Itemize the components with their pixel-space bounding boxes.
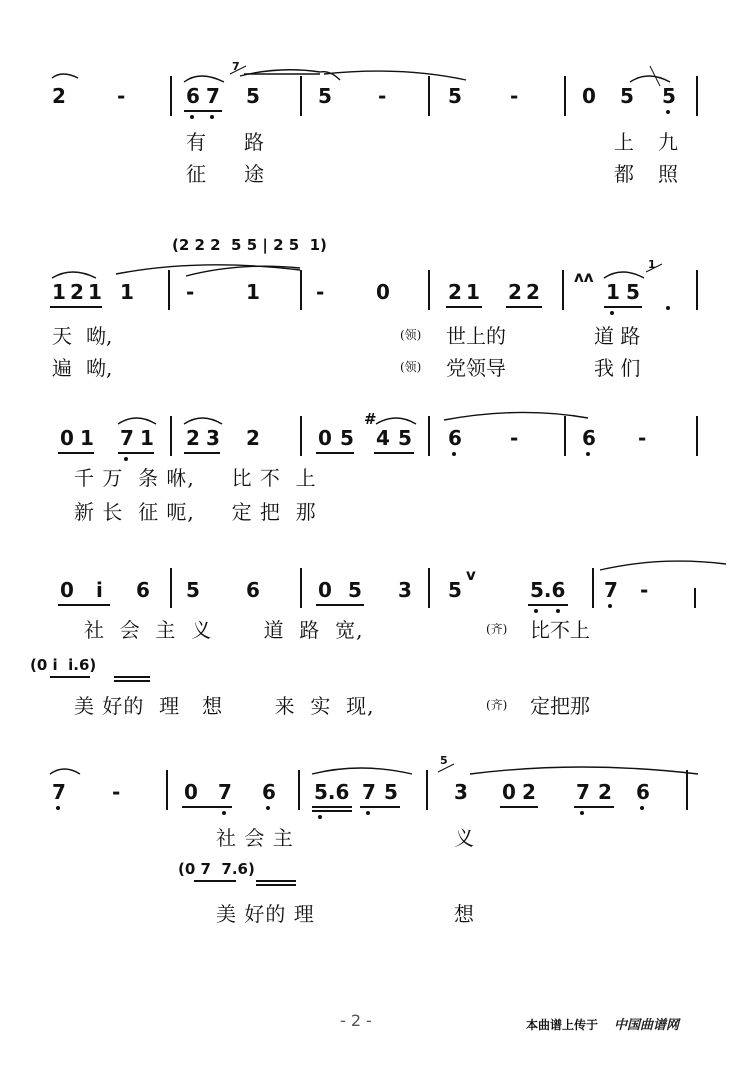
underline (312, 806, 352, 808)
upload-note: 本曲谱上传于 (526, 1018, 599, 1032)
alt-phrase: (0 i i.6) (30, 656, 97, 674)
note: - (186, 280, 195, 304)
slur (376, 418, 416, 424)
dot (586, 452, 590, 456)
note: 2 (598, 780, 612, 804)
lyric-line: 千 万 条 咻, 比 不 上 (74, 466, 317, 490)
note: 7 (206, 84, 220, 108)
lyric: 想 (454, 902, 474, 926)
role-marker: (齐) (486, 622, 508, 636)
lyric-line: 社 会 主 (216, 826, 294, 850)
barline (298, 770, 300, 810)
dot (556, 609, 560, 613)
underline (184, 110, 222, 112)
underline (574, 806, 614, 808)
dot (124, 457, 128, 461)
lyric: 征 (186, 162, 206, 186)
lyric-line: 美 好的 理 想 来 实 现, (74, 694, 375, 718)
underline (182, 806, 232, 808)
lyric: 道 路 (594, 324, 641, 348)
note: 5.6 (314, 780, 350, 804)
lyric: 上 (614, 130, 634, 154)
note: 1 (88, 280, 102, 304)
note: - (510, 84, 519, 108)
note: 6 (636, 780, 650, 804)
underline (374, 452, 414, 454)
note: 2 (52, 84, 66, 108)
note: 7 (362, 780, 376, 804)
slur (52, 272, 96, 278)
note: - (510, 426, 519, 450)
note: - (378, 84, 387, 108)
note: 0 (318, 426, 332, 450)
note: 2 (508, 280, 522, 304)
note: 2 (526, 280, 540, 304)
dot (534, 609, 538, 613)
note: - (112, 780, 121, 804)
barline (300, 416, 302, 456)
barline (170, 76, 172, 116)
lyric: 都 (614, 162, 634, 186)
note: 0 (184, 780, 198, 804)
breath-mark: v (466, 566, 476, 584)
lyric: 照 (658, 162, 678, 186)
note: 5 (318, 84, 332, 108)
barline (300, 76, 302, 116)
lyric: 路 (244, 130, 264, 154)
lyric: 遍 (52, 356, 72, 380)
lyric: 有 (186, 130, 206, 154)
barline (428, 568, 430, 608)
note: 6 (186, 84, 200, 108)
sharp-sign: # (364, 410, 377, 428)
underline (506, 306, 542, 308)
note: 5 (620, 84, 634, 108)
dot (610, 311, 614, 315)
note: 3 (454, 780, 468, 804)
underline (58, 452, 94, 454)
barline (428, 270, 430, 310)
dot (608, 604, 612, 608)
lyric: 呦, (86, 324, 113, 348)
dot (666, 110, 670, 114)
lyric: 途 (244, 162, 264, 186)
dot (366, 811, 370, 815)
dot (666, 306, 670, 310)
lyric: 世上的 (446, 324, 506, 348)
note: 0 (582, 84, 596, 108)
dot (318, 815, 322, 819)
note: 2 (186, 426, 200, 450)
lyric: 呦, (86, 356, 113, 380)
site-logo[interactable]: 中国曲谱网 (614, 1018, 680, 1033)
tie (116, 265, 300, 274)
dot (210, 115, 214, 119)
lyric: 定把那 (530, 694, 590, 718)
lyric: 义 (454, 826, 474, 850)
grace-note: 7 (232, 60, 240, 73)
note: 5 (340, 426, 354, 450)
lyric-line: 美 好的 理 (216, 902, 315, 926)
note: 2 (522, 780, 536, 804)
ornament-mordent: ʌʌ (574, 268, 594, 286)
underline (184, 452, 220, 454)
barline (564, 416, 566, 456)
underline (316, 604, 364, 606)
barline (686, 770, 688, 810)
note: 3 (206, 426, 220, 450)
lyric-line: 社 会 主 义 道 路 宽, (84, 618, 364, 642)
appoggiatura-stroke (650, 66, 660, 86)
barline (564, 76, 566, 116)
note: 0 (376, 280, 390, 304)
note: - (117, 84, 126, 108)
note: 1 (52, 280, 66, 304)
slur (312, 768, 412, 774)
note: 2 (246, 426, 260, 450)
underline (446, 306, 482, 308)
lyric: 比不上 (530, 618, 590, 642)
note: 7 (120, 426, 134, 450)
note: 6 (582, 426, 596, 450)
note: 5 (348, 578, 362, 602)
underline (114, 680, 150, 682)
dot (56, 806, 60, 810)
slur (240, 70, 340, 80)
barline (428, 76, 430, 116)
slur (184, 76, 224, 82)
slur (630, 76, 670, 82)
lyric-line: 新 长 征 呃, 定 把 那 (74, 500, 317, 524)
underline (312, 810, 352, 812)
note: 2 (448, 280, 462, 304)
dot (266, 806, 270, 810)
note: - (316, 280, 325, 304)
note: 7 (576, 780, 590, 804)
barline (696, 416, 698, 456)
note: 6 (448, 426, 462, 450)
underline (50, 306, 102, 308)
note: 7 (604, 578, 618, 602)
grace-note: 5 (440, 754, 448, 767)
underline (500, 806, 538, 808)
role-marker: (领) (400, 328, 422, 342)
barline (426, 770, 428, 810)
note: 1 (80, 426, 94, 450)
note: 1 (246, 280, 260, 304)
note: 5 (384, 780, 398, 804)
underline (118, 452, 154, 454)
dot (190, 115, 194, 119)
underline (50, 676, 90, 678)
underline (114, 676, 150, 678)
note: 5 (448, 84, 462, 108)
note: 7 (52, 780, 66, 804)
note: 5 (662, 84, 676, 108)
barline (170, 416, 172, 456)
underline (58, 604, 110, 606)
note: 2 (70, 280, 84, 304)
intro-phrase: (2 2 2 5 5 | 2 5 1) (172, 236, 327, 254)
slur (118, 418, 156, 424)
note: 3 (398, 578, 412, 602)
barline (562, 270, 564, 310)
barline (300, 270, 302, 310)
underline (256, 884, 296, 886)
note: 6 (246, 578, 260, 602)
barline (300, 568, 302, 608)
note: 5 (246, 84, 260, 108)
tie (186, 266, 300, 276)
dot (640, 806, 644, 810)
underline (256, 880, 296, 882)
grace-note: 1 (648, 258, 656, 271)
note: 5 (448, 578, 462, 602)
role-marker: (齐) (486, 698, 508, 712)
note: 1 (120, 280, 134, 304)
note: 0 (502, 780, 516, 804)
barline (592, 568, 594, 608)
underline (528, 604, 568, 606)
underline (604, 306, 642, 308)
page-number: - 2 - (340, 1011, 372, 1030)
note: 0 (318, 578, 332, 602)
note: 5 (186, 578, 200, 602)
lyric: 九 (658, 130, 678, 154)
note: 7 (218, 780, 232, 804)
note: 5 (398, 426, 412, 450)
barline (166, 770, 168, 810)
underline (194, 880, 236, 882)
barline (428, 416, 430, 456)
note: 6 (262, 780, 276, 804)
barline (696, 270, 698, 310)
slur (184, 418, 222, 424)
note: 0 (60, 578, 74, 602)
lyric: 我 们 (594, 356, 641, 380)
barline (696, 76, 698, 116)
tie (444, 412, 588, 420)
dot (452, 452, 456, 456)
lyric: 天 (52, 324, 72, 348)
dot (580, 811, 584, 815)
underline (316, 452, 354, 454)
barline (168, 270, 170, 310)
underline (360, 806, 400, 808)
lyric: 党领导 (446, 356, 506, 380)
note: - (640, 578, 649, 602)
tie (600, 561, 726, 570)
barline (694, 588, 696, 608)
slur (50, 769, 80, 774)
note: i (96, 578, 103, 602)
role-marker: (领) (400, 360, 422, 374)
tie (470, 767, 698, 774)
tie (324, 71, 466, 80)
note: 0 (60, 426, 74, 450)
dot (222, 811, 226, 815)
note: 1 (606, 280, 620, 304)
barline (170, 568, 172, 608)
note: 1 (140, 426, 154, 450)
note: 1 (466, 280, 480, 304)
note: 6 (136, 578, 150, 602)
note: 5 (626, 280, 640, 304)
note: - (638, 426, 647, 450)
note: 5.6 (530, 578, 566, 602)
note: 4 (376, 426, 390, 450)
slur (604, 272, 644, 278)
alt-phrase: (0 7 7.6) (178, 860, 255, 878)
slur (52, 74, 78, 78)
